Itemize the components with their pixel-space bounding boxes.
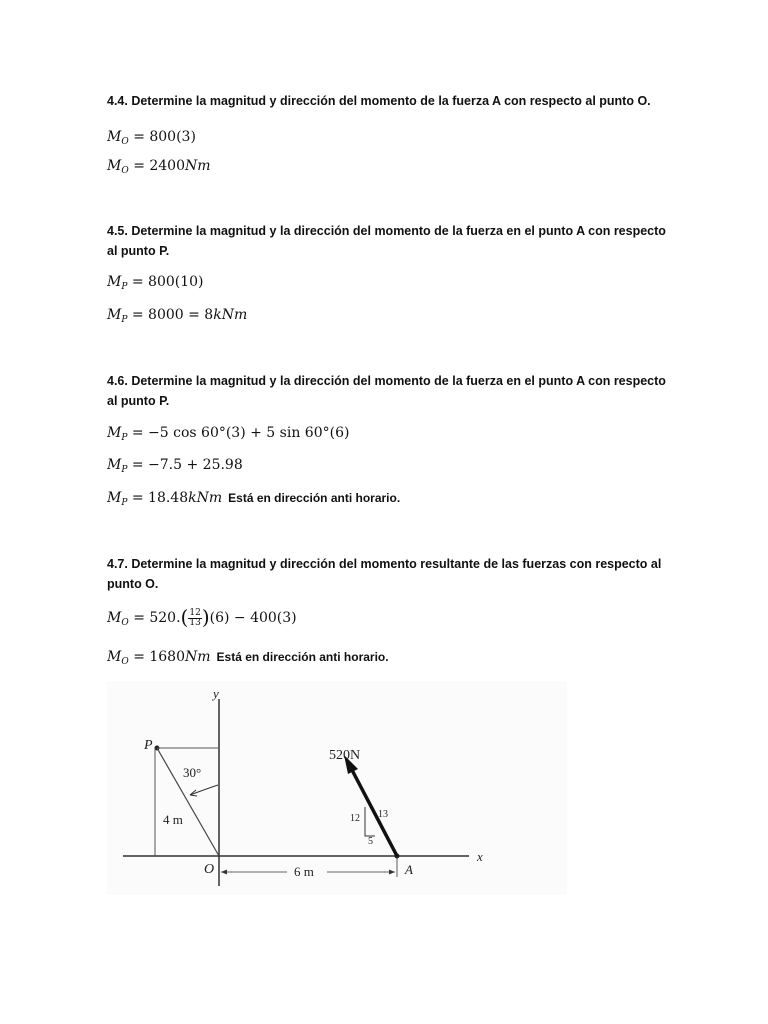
point-p-label: P (144, 738, 153, 753)
force-diagram (107, 681, 567, 895)
length-label: 4 m (163, 812, 183, 827)
equation: $M_O = 1680Nm$ Está en dirección anti horario. (107, 649, 389, 667)
problem-4-5-heading: 4.5. Determine la magnitud y la dirección del momento de la fuerza en el punto A con respecto al punto P. (107, 224, 666, 258)
equation: $M_O = 520$.( $\frac{12}{13}$ )(6) − 400(3) (107, 605, 297, 629)
problem-4-7-heading: 4.7. Determine la magnitud y dirección del momento resultante de las fuerzas con respecto al punto O. (107, 557, 662, 591)
fraction: $\frac{12}{13}$ (189, 607, 201, 628)
point-a-label: A (405, 862, 413, 877)
equation: $M_O = 2400Nm$ (107, 158, 211, 176)
distance-label: 6 m (294, 864, 314, 879)
equation: $M_P = -7.5 + 25.98$ (107, 457, 243, 475)
slope-12-label: 12 (350, 813, 360, 824)
force-label: 520N (329, 748, 361, 763)
problem-4-6-heading: 4.6. Determine la magnitud y la dirección del momento de la fuerza en el punto A con respecto al punto P. (107, 374, 666, 408)
equation: $M_P = 800(10)$ (107, 274, 204, 292)
x-axis-label: x (477, 849, 483, 864)
equation: $M_O = 800(3)$ (107, 129, 196, 147)
direction-note: Está en dirección anti horario. (216, 650, 389, 664)
origin-label: O (204, 862, 215, 877)
y-axis-label: y (213, 686, 219, 701)
direction-note: Está en dirección anti horario. (228, 491, 401, 505)
slope-13-label: 13 (378, 809, 388, 820)
equation: $M_P = 18.48kNm$ Está en dirección anti horario. (107, 490, 401, 508)
angle-label: 30° (183, 765, 202, 780)
problem-4-4-heading: 4.4. Determine la magnitud y dirección del momento de la fuerza A con respecto al punto O. (107, 94, 651, 108)
equation: $M_P = -5$ cos 60°(3) + 5 sin 60°(6) (107, 425, 350, 443)
slope-5-label: 5 (368, 836, 373, 847)
equation: $M_P = 8000 = 8kNm$ (107, 307, 248, 325)
